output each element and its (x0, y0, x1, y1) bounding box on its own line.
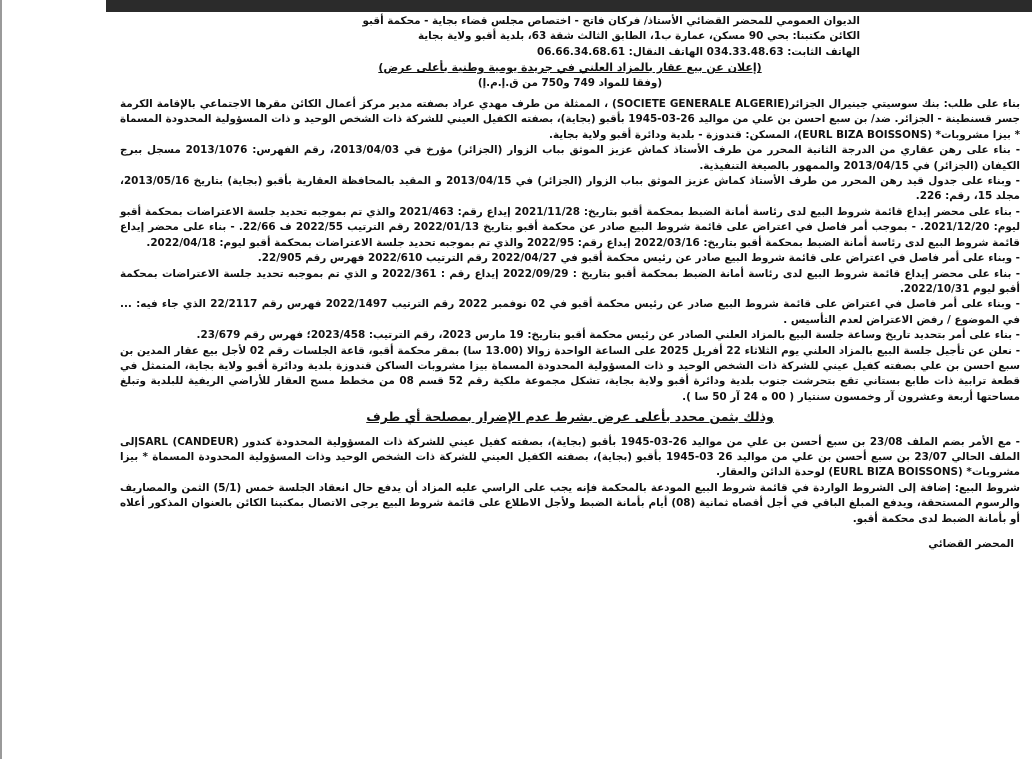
paragraph-objection-rejection: - وبناء على أمر فاصل في اعتراض على قائمة شروط البيع صادر عن رئيس محكمة أقبو في 02 نوفمبر 2022 رقم الترتيب 2022/1497 فهرس رقم 22/2117 الذي جاء فيه: ... في الموضوع / رفض الاعتراض لعدم التأسيس . (120, 298, 1020, 326)
paragraph-sale-postponement: - نعلن عن تأجيل جلسة البيع بالمزاد العلني يوم الثلاثاء 22 أفريل 2025 على الساعة الواحدة زوالا (13.00 سا) بمقر محكمة أقبو، قاعة الجلسات رقم 02 لأجل بيع عقار المدين بن سبع احسن بن علي بصفته كفيل عيني للشركة ذات الشخص الوحيد و ذات المسؤولية المحدودة المسماة بيزا مشروبات الساكن قندوزة بلدية ودائرة أقبو ولاية بجاية، المتمثل في قطعة ترابية ذات طابع بستاني تقع بتحرشت جنوب بلدية ودائرة أقبو ولاية بجاية، تشكل مجموعة ملكية رقم 52 قسم 08 من مخطط مسح العقار للأراضي الريفية للبلدية وتبلغ مساحتها أربعة وعشرون آر وخمسون سنتيار ( 00 ه 24 آر 50 سا ). (120, 344, 1021, 403)
header-phone-line: الهاتف الثابت: 034.33.48.63 الهاتف النقال: 06.66.34.68.61 (536, 45, 860, 58)
notice-title: (إعلان عن بيع عقار بالمزاد العلني في جريدة يومية وطنية بأعلى عرض) (378, 61, 762, 75)
paragraph-mortgage-registration: - وبناء على جدول قيد رهن المحرر من طرف الأستاذ كماش عزيز الموثق بباب الزوار (الجزائر) في 2013/04/15 و المقيد بالمحافظة العقارية بأقبو (بجاية) بتاريخ 2013/05/16، مجلد 15، رقم: 226. (120, 175, 1020, 203)
signature-label: المحضر القضائي (928, 538, 1014, 550)
notice-subtitle: (وفقا للمواد 749 و750 من ق.إ.م.إ) (477, 76, 663, 89)
paragraph-sale-date-order: - بناء على أمر بتحديد تاريخ وساعة جلسة البيع بالمزاد العلني الصادر عن رئيس محكمة أقبو بتاريخ: 19 مارس 2023، رقم الترتيب: 2023/458؛ فهرس رقم 23/679. (196, 329, 1020, 342)
paragraph-file-merge: - مع الأمر بضم الملف 23/08 بن سبع أحسن بن علي من مواليد 26-03-1945 بأقبو (بجاية)، بصفته كفيل عيني للشركة ذات المسؤولية المحدودة كندور SARL (CANDEUR)إلى الملف الحالي 23/07 بن سبع أحسن بن علي من مواليد 26 03-1945 بأقبو (بجاية)، بصفته الكفيل العيني للشركة ذات الشخص الوحيد وذات المسؤولية المحدودة المسماة * بيزا مشروبات* (EURL BIZA BOISSONS) لوحدة الدائن والعقار. (120, 435, 1021, 479)
paragraph-objection-order: - وبناء على أمر فاصل في اعتراض على قائمة شروط البيع صادر عن رئيس محكمة أقبو في 2022/04/27 رقم الترتيب 2022/610 فهرس رقم 22/905. (257, 252, 1020, 265)
paragraph-conditions-deposit: - بناء على محضر إيداع قائمة شروط البيع لدى رئاسة أمانة الضبط بمحكمة أقبو بتاريخ: 2021/11/28 إيداع رقم: 2021/463 والذي تم بموجبه تحديد جلسة الاعتراضات بمحكمة أقبو ليوم: 2021/12/20. - بموجب أمر فاصل في اعتراض على قائمة شروط البيع صادر عن محكمة أقبو بتاريخ 2022/01/13 رقم الترتيب 2022/55 ف 22/66. - بناء على محضر إيداع قائمة شروط البيع لدى رئاسة أمانة الضبط بمحكمة أقبو بتاريخ: 2022/03/16 إيداع رقم: 2022/95 والذي تم بموجبه تحديد جلسة الاعتراضات بمحكمة أقبو ليوم: 2022/04/18. (120, 205, 1021, 249)
paragraph-sale-terms: شروط البيع: إضافة إلى الشروط الواردة في قائمة شروط البيع المودعة بالمحكمة فإنه يجب على الراسي عليه المزاد أن يدفع حال انعقاد الجلسة خمس (5/1) الثمن والمصاريف والرسوم المستحقة، ويدفع المبلغ الباقي في أجل أقصاه ثمانية (08) أيام بأمانة الضبط ولأجل الاطلاع على قائمة شروط البيع يرجى الاتصال بمكتبنا الكائن بالعنوان المذكور أعلاه أو بأمانة الضبط لدى محكمة أقبو. (120, 481, 1020, 525)
header-address-line: الكائن مكتبنا: بحي 90 مسكن، عمارة ب1، الطابق الثالث شقة 63، بلدية أقبو ولاية بجاية (417, 30, 860, 43)
page-edge (0, 0, 2, 759)
office-header (120, 14, 1020, 60)
paragraph-conditions-deposit-2: - بناء على محضر إيداع قائمة شروط البيع لدى رئاسة أمانة الضبط بمحكمة أقبو بتاريخ : 2022/09/29 إيداع رقم : 2022/361 و الذي تم بموجبه تحديد جلسة الاعتراضات بمحكمة أقبو ليوم 2022/10/31. (120, 267, 1021, 295)
paragraph-request: بناء على طلب: بنك سوسيتي جينيرال الجزائر(SOCIETE GENERALE ALGERIE) ، الممثلة من طرف مهدي عراد بصفته مدير مركز أعمال الكائن مقرها الاجتماعي بالإقامة الكرمة جسر قسنطينة - الجزائر. ضد/ بن سبع احسن بن علي من مواليد 26-03-1945 بأقبو (بجاية)، بصفته الكفيل العيني للشركة ذات الشخص الوحيد و ذات المسؤولية المحدودة المسماة * بيزا مشروبات* (EURL BIZA BOISSONS)، المسكن: قندوزة - بلدية ودائرة أقبو ولاية بجاية. (119, 98, 1020, 141)
legal-notice-document (120, 14, 1020, 552)
sale-condition-heading: وذلك بثمن محدد بأعلى عرض بشرط عدم الإضرار بمصلحة أي طرف (366, 409, 774, 425)
paragraph-mortgage: - بناء على رهن عقاري من الدرجة الثانية المحرر من طرف الأستاذ كماش عزيز الموثق بباب الزوار (الجزائر) مؤرخ في 2013/04/03، رقم الفهرس: 2013/1076 مسجل ببرج الكيفان (الجزائر) في 2013/04/15 والممهور بالصيغة التنفيذية. (120, 144, 1021, 172)
scan-top-bar (106, 0, 1032, 12)
header-office-line: الديوان العمومي للمحضر القضائي الأستاذ/ فركان فاتح - اختصاص مجلس قضاء بجاية - محكمة أقبو (362, 15, 860, 27)
